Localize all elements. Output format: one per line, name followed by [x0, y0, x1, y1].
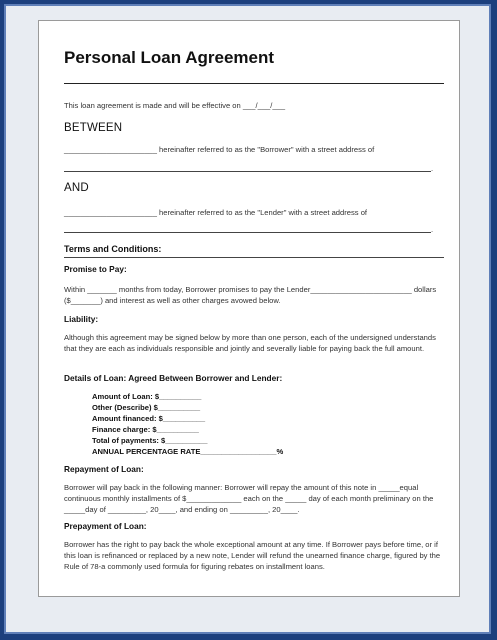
lender-line: ______________________ hereinafter referred to as the "Lender" with a street address of	[64, 208, 368, 217]
prepayment-text: Borrower has the right to pay back the whole exceptional amount at any time. If Borrower pays before time, or if this loan is refinanced or replaced by a new note, Lender will refund the unearned finance charge, figured by the Rule of 78-a commonly used formula for figuring rebates on installment loans.	[64, 540, 441, 571]
title-divider	[64, 83, 444, 84]
promise-text: Within _______ months from today, Borrower promises to pay the Lender________________________ dollars ($_______) and interest as well as other charges avowed below.	[64, 285, 437, 305]
and-label: AND	[64, 182, 89, 194]
effective-date-line: This loan agreement is made and will be effective on ___/___/___	[64, 101, 286, 110]
repayment-heading: Repayment of Loan:	[64, 464, 144, 474]
detail-amount-of-loan: Amount of Loan: $__________	[92, 392, 202, 401]
detail-total-payments: Total of payments: $__________	[92, 436, 208, 445]
liability-text: Although this agreement may be signed below by more than one person, each of the undersigned understands that they are each as individuals responsible and jointly and severally liable for paying back the full amount.	[64, 333, 436, 353]
borrower-line: ______________________ hereinafter referred to as the "Borrower" with a street address of	[64, 145, 375, 154]
page-title: Personal Loan Agreement	[64, 48, 275, 67]
lender-address-period: .	[431, 225, 434, 234]
prepayment-heading: Prepayment of Loan:	[64, 521, 147, 531]
detail-other: Other (Describe) $__________	[92, 403, 201, 412]
detail-apr: ANNUAL PERCENTAGE RATE__________________%	[92, 447, 284, 456]
detail-finance-charge: Finance charge: $__________	[92, 425, 199, 434]
borrower-address-line	[64, 171, 431, 172]
terms-divider	[64, 257, 444, 258]
repayment-text: Borrower will pay back in the following manner: Borrower will repay the amount of this note in _____equal continuous monthly installments of $_____________ each on the _____ day of each month preliminary on the _____day of _________, 20____, and ending on _________, 20____.	[64, 483, 434, 514]
promise-heading: Promise to Pay:	[64, 264, 127, 274]
lender-address-line	[64, 232, 431, 233]
detail-amount-financed: Amount financed: $__________	[92, 414, 206, 423]
liability-heading: Liability:	[64, 314, 99, 324]
borrower-address-period: .	[431, 164, 434, 173]
between-label: BETWEEN	[64, 122, 123, 134]
details-heading: Details of Loan: Agreed Between Borrower and Lender:	[64, 373, 283, 383]
document-page	[38, 20, 460, 597]
terms-heading: Terms and Conditions:	[64, 244, 162, 254]
